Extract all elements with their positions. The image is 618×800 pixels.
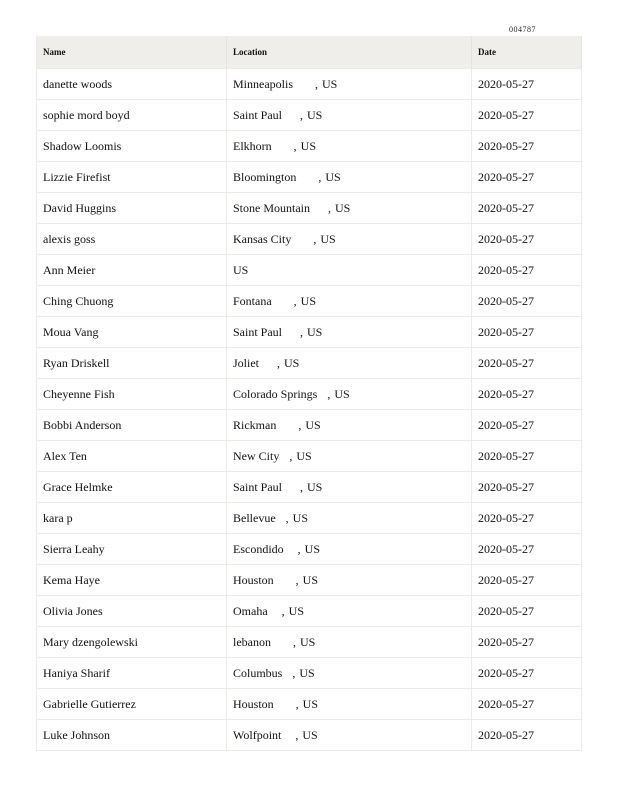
table-row xyxy=(37,534,582,565)
location-country: US xyxy=(299,665,315,680)
location-city: lebanon xyxy=(233,634,271,649)
cell-date: 2020-05-27 xyxy=(472,348,582,379)
cell-location xyxy=(227,69,472,100)
location-separator: , xyxy=(315,76,318,91)
cell-date: 2020-05-27 xyxy=(472,658,582,689)
cell-date: 2020-05-27 xyxy=(472,379,582,410)
table-row xyxy=(37,286,582,317)
table-row xyxy=(37,565,582,596)
table-row xyxy=(37,255,582,286)
cell-location xyxy=(227,596,472,627)
cell-name: Sierra Leahy xyxy=(37,534,227,565)
location-separator: , xyxy=(300,324,304,339)
location-city: Wolfpoint xyxy=(233,727,282,742)
location-country: US xyxy=(288,603,304,618)
cell-location xyxy=(227,348,472,379)
cell-location xyxy=(227,224,472,255)
cell-date: 2020-05-27 xyxy=(472,193,582,224)
location-separator: , xyxy=(300,479,304,494)
cell-date: 2020-05-27 xyxy=(472,286,582,317)
location-separator: , xyxy=(293,634,296,649)
cell-name: Shadow Loomis xyxy=(37,131,227,162)
location-country: US xyxy=(320,231,336,246)
location-separator: , xyxy=(277,355,280,370)
location-separator: , xyxy=(297,541,301,556)
cell-name: Lizzie Firefist xyxy=(37,162,227,193)
table-row xyxy=(37,69,582,100)
table-row xyxy=(37,689,582,720)
cell-name: Grace Helmke xyxy=(37,472,227,503)
cell-date: 2020-05-27 xyxy=(472,565,582,596)
location-country: US xyxy=(335,200,351,215)
cell-location xyxy=(227,720,472,751)
location-country: US xyxy=(300,634,316,649)
location-city: Omaha xyxy=(233,603,268,618)
location-separator: , xyxy=(318,169,322,184)
cell-date: 2020-05-27 xyxy=(472,162,582,193)
location-separator: , xyxy=(289,448,293,463)
location-country: US xyxy=(302,696,319,711)
cell-date: 2020-05-27 xyxy=(472,627,582,658)
cell-date: 2020-05-27 xyxy=(472,255,582,286)
cell-location xyxy=(227,689,472,720)
table-row xyxy=(37,596,582,627)
location-separator: , xyxy=(293,293,297,308)
table-row xyxy=(37,627,582,658)
table-row xyxy=(37,379,582,410)
location-city: Elkhorn xyxy=(233,138,272,153)
location-country: US xyxy=(334,386,350,401)
cell-name: Alex Ten xyxy=(37,441,227,472)
location-country: US xyxy=(300,138,317,153)
cell-location xyxy=(227,317,472,348)
location-separator: , xyxy=(292,665,296,680)
location-city: Minneapolis xyxy=(233,76,293,91)
cell-date: 2020-05-27 xyxy=(472,503,582,534)
cell-date: 2020-05-27 xyxy=(472,100,582,131)
cell-location xyxy=(227,100,472,131)
location-separator: , xyxy=(328,200,331,215)
location-city: Escondido xyxy=(233,541,284,556)
table-row xyxy=(37,472,582,503)
location-separator: , xyxy=(327,386,331,401)
cell-location xyxy=(227,503,472,534)
cell-location xyxy=(227,379,472,410)
cell-name: sophie mord boyd xyxy=(37,100,227,131)
cell-name: Cheyenne Fish xyxy=(37,379,227,410)
cell-name: kara p xyxy=(37,503,227,534)
location-city: Columbus xyxy=(233,665,283,680)
cell-name: danette woods xyxy=(37,69,227,100)
cell-name: Ann Meier xyxy=(37,255,227,286)
location-country: US xyxy=(325,169,341,184)
location-city: Colorado Springs xyxy=(233,386,318,401)
cell-location xyxy=(227,658,472,689)
cell-location xyxy=(227,472,472,503)
location-separator: , xyxy=(313,231,317,246)
location-separator: , xyxy=(295,572,299,587)
location-country: US xyxy=(300,293,317,308)
location-separator: , xyxy=(295,696,299,711)
location-city: Rickman xyxy=(233,417,277,432)
location-country: US xyxy=(307,107,323,122)
cell-name: Mary dzengolewski xyxy=(37,627,227,658)
location-city: Stone Mountain xyxy=(233,200,310,215)
location-city: Saint Paul xyxy=(233,324,283,339)
cell-date: 2020-05-27 xyxy=(472,596,582,627)
location-city: Houston xyxy=(233,572,274,587)
table-row xyxy=(37,100,582,131)
cell-date: 2020-05-27 xyxy=(472,224,582,255)
cell-location xyxy=(227,193,472,224)
location-city: Kansas City xyxy=(233,231,292,246)
table-row xyxy=(37,720,582,751)
cell-name: Gabrielle Gutierrez xyxy=(37,689,227,720)
location-country: US xyxy=(284,355,300,370)
location-city: Bellevue xyxy=(233,510,276,525)
location-city: Houston xyxy=(233,696,274,711)
column-header-name: Name xyxy=(37,36,227,69)
table-header-row xyxy=(37,36,582,69)
cell-date: 2020-05-27 xyxy=(472,410,582,441)
cell-date: 2020-05-27 xyxy=(472,69,582,100)
location-city: Saint Paul xyxy=(233,479,283,494)
location-country: US xyxy=(233,262,249,277)
table-row xyxy=(37,348,582,379)
cell-location xyxy=(227,627,472,658)
location-city: Joliet xyxy=(233,355,259,370)
location-separator: , xyxy=(293,138,297,153)
cell-name: Bobbi Anderson xyxy=(37,410,227,441)
cell-date: 2020-05-27 xyxy=(472,472,582,503)
table-row xyxy=(37,224,582,255)
location-city: Fontana xyxy=(233,293,272,308)
cell-location xyxy=(227,565,472,596)
cell-name: Ryan Driskell xyxy=(37,348,227,379)
location-country: US xyxy=(304,541,321,556)
cell-date: 2020-05-27 xyxy=(472,720,582,751)
cell-name: Ching Chuong xyxy=(37,286,227,317)
location-country: US xyxy=(302,727,318,742)
cell-name: David Huggins xyxy=(37,193,227,224)
page-number: 004787 xyxy=(509,25,536,34)
cell-date: 2020-05-27 xyxy=(472,689,582,720)
cell-name: Luke Johnson xyxy=(37,720,227,751)
cell-location xyxy=(227,286,472,317)
cell-name: Haniya Sharif xyxy=(37,658,227,689)
cell-name: alexis goss xyxy=(37,224,227,255)
location-country: US xyxy=(302,572,319,587)
cell-location xyxy=(227,410,472,441)
cell-name: Olivia Jones xyxy=(37,596,227,627)
column-header-date: Date xyxy=(472,36,582,69)
table-row xyxy=(37,162,582,193)
cell-name: Moua Vang xyxy=(37,317,227,348)
cell-location xyxy=(227,441,472,472)
signatures-table xyxy=(36,36,582,751)
cell-date: 2020-05-27 xyxy=(472,131,582,162)
cell-location xyxy=(227,162,472,193)
location-separator: , xyxy=(285,510,289,525)
location-separator: , xyxy=(295,727,299,742)
cell-date: 2020-05-27 xyxy=(472,317,582,348)
table-body xyxy=(37,69,582,751)
location-country: US xyxy=(296,448,312,463)
location-separator: , xyxy=(298,417,302,432)
table-row xyxy=(37,193,582,224)
location-country: US xyxy=(307,324,323,339)
cell-location xyxy=(227,255,472,286)
cell-date: 2020-05-27 xyxy=(472,534,582,565)
table-row xyxy=(37,317,582,348)
cell-location xyxy=(227,534,472,565)
cell-name: Kema Haye xyxy=(37,565,227,596)
location-separator: , xyxy=(281,603,285,618)
location-city: Saint Paul xyxy=(233,107,283,122)
column-header-location: Location xyxy=(227,36,472,69)
location-country: US xyxy=(305,417,321,432)
location-separator: , xyxy=(300,107,304,122)
cell-location xyxy=(227,131,472,162)
table-row xyxy=(37,410,582,441)
table-row xyxy=(37,658,582,689)
table-row xyxy=(37,131,582,162)
location-country: US xyxy=(307,479,323,494)
table-row xyxy=(37,441,582,472)
location-city: Bloomington xyxy=(233,169,297,184)
location-country: US xyxy=(292,510,308,525)
location-city: New City xyxy=(233,448,280,463)
cell-date: 2020-05-27 xyxy=(472,441,582,472)
table-row xyxy=(37,503,582,534)
location-country: US xyxy=(322,76,338,91)
